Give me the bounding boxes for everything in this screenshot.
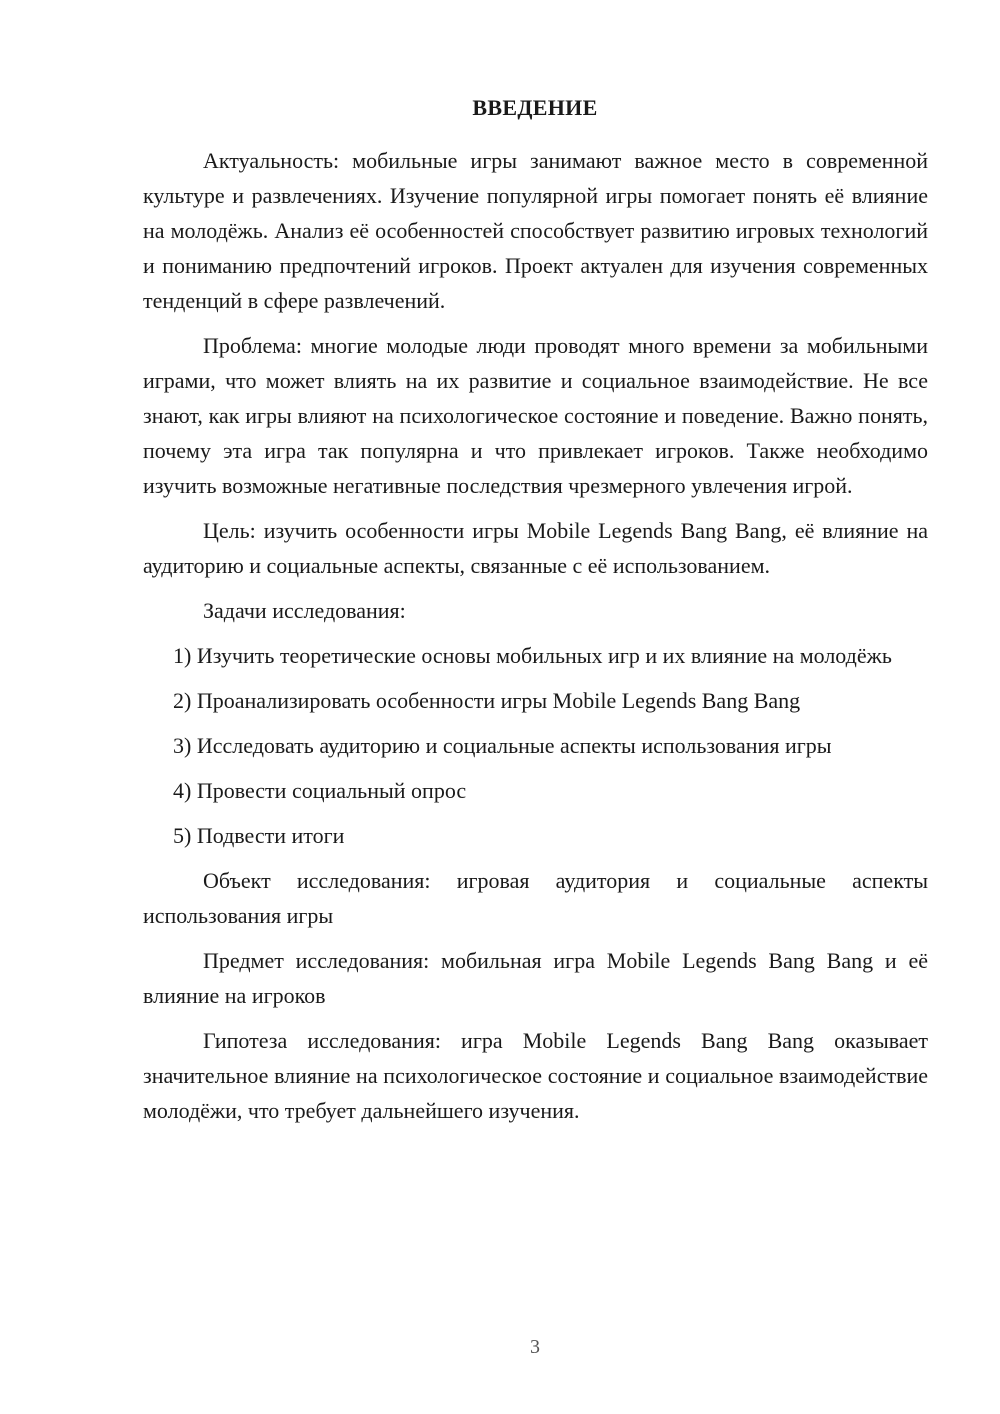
relevance-paragraph: Актуальность: мобильные игры занимают важное место в современной культуре и развлечениях. Изучение популярной игры помогает понять её влияние на молодёжь. Анализ её особенностей способствует развитию игровых технологий и пониманию предпочтений игроков. Проект актуален для изучения современных тенденций в сфере развлечений. [143,148,928,313]
task-item-5: 5) Подвести итоги [173,823,345,848]
tasks-title: Задачи исследования: [203,598,406,623]
task-item-4: 4) Провести социальный опрос [173,778,467,803]
tasks-list [143,638,928,853]
goal-paragraph: Цель: изучить особенности игры Mobile Legends Bang Bang, её влияние на аудиторию и социальные аспекты, связанные с её использованием. [143,518,928,578]
page-heading: ВВЕДЕНИЕ [472,95,598,120]
page-number: 3 [530,1336,540,1358]
task-item-3: 3) Исследовать аудиторию и социальные аспекты использования игры [173,733,832,758]
hypothesis-paragraph: Гипотеза исследования: игра Mobile Legends Bang Bang оказывает значительное влияние на психологическое состояние и социальное взаимодействие молодёжи, что требует дальнейшего изучения. [143,1028,928,1123]
task-item-2: 2) Проанализировать особенности игры Mobile Legends Bang Bang [173,688,801,713]
problem-paragraph: Проблема: многие молодые люди проводят много времени за мобильными играми, что может влиять на их развитие и социальное взаимодействие. Не все знают, как игры влияют на психологическое состояние и поведение. Важно понять, почему эта игра так популярна и что привлекает игроков. Также необходимо изучить возможные негативные последствия чрезмерного увлечения игрой. [143,333,928,498]
subject-paragraph: Предмет исследования: мобильная игра Mobile Legends Bang Bang и её влияние на игроков [143,948,928,1008]
document-body [143,143,928,1138]
task-item-1: 1) Изучить теоретические основы мобильных игр и их влияние на молодёжь [173,643,892,668]
object-paragraph: Объект исследования: игровая аудитория и социальные аспекты использования игры [143,868,928,928]
